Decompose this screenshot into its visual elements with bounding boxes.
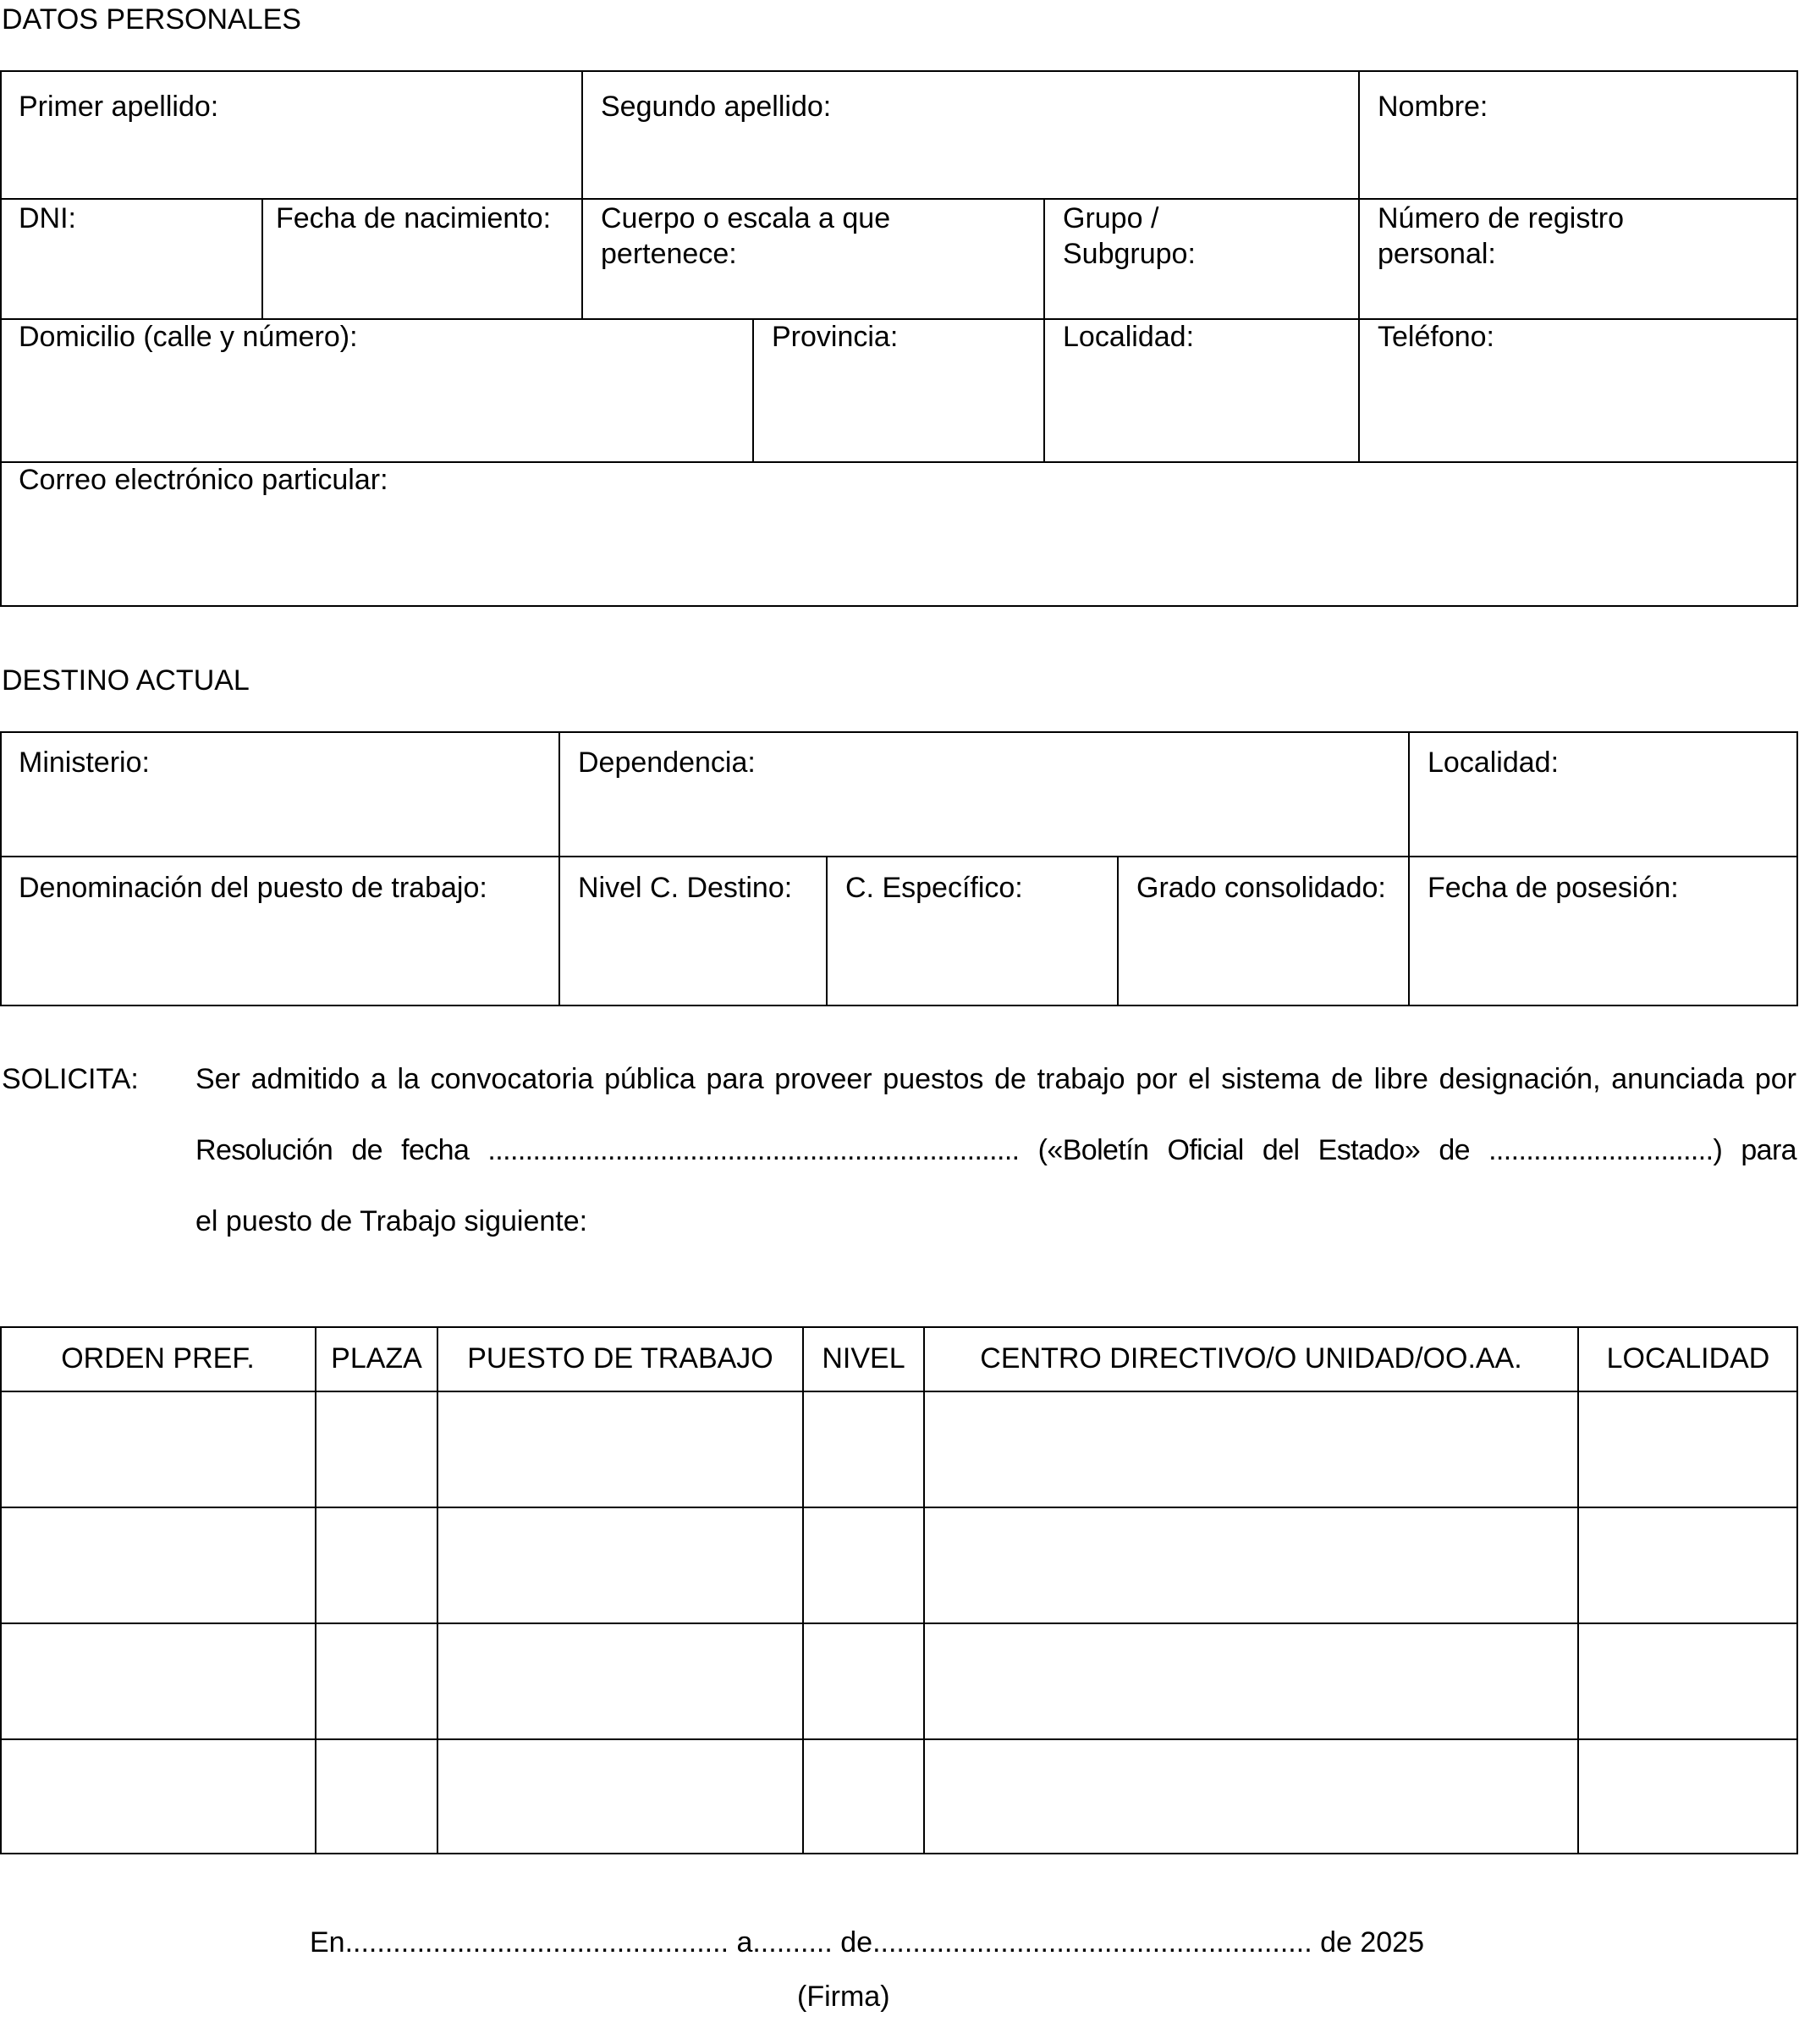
destino-localidad-field[interactable]: Localidad: (1428, 747, 1560, 779)
table-cell-input[interactable] (1580, 1624, 1796, 1738)
table-cell-input[interactable] (439, 1392, 801, 1507)
telefono-field[interactable]: Teléfono: (1378, 321, 1494, 353)
table-cell-input[interactable] (439, 1508, 801, 1623)
grid-line (826, 856, 828, 1006)
solicita-label: SOLICITA: (2, 1063, 139, 1095)
table-cell-input[interactable] (1580, 1740, 1796, 1854)
solicita-line-3: el puesto de Trabajo siguiente: (195, 1205, 588, 1237)
table-cell-input[interactable] (805, 1740, 922, 1854)
numero-registro-field[interactable]: Número de registro personal: (1378, 202, 1625, 270)
grado-field[interactable]: Grado consolidado: (1136, 872, 1386, 904)
table-cell-input[interactable] (317, 1392, 436, 1507)
section-title-destino: DESTINO ACTUAL (2, 664, 250, 697)
puestos-table (0, 1326, 1798, 1854)
grid-line (0, 1623, 1798, 1624)
table-cell-input[interactable] (926, 1624, 1576, 1738)
table-cell-input[interactable] (317, 1508, 436, 1623)
table-header: PLAZA (331, 1342, 422, 1375)
table-header: NIVEL (822, 1342, 905, 1375)
cuerpo-escala-field[interactable]: Cuerpo o escala a que pertenece: (601, 202, 891, 270)
grid-line (315, 1326, 316, 1854)
table-cell-input[interactable] (2, 1740, 314, 1854)
grid-line (261, 198, 263, 319)
grid-line (437, 1326, 438, 1854)
personal-data-grid (0, 70, 1798, 607)
section-title-personal: DATOS PERSONALES (2, 3, 301, 36)
grid-line (802, 1326, 804, 1854)
grupo-subgrupo-field[interactable]: Grupo / Subgrupo: (1063, 202, 1196, 270)
grid-line (581, 70, 583, 319)
table-cell-input[interactable] (926, 1740, 1576, 1854)
table-cell-input[interactable] (926, 1508, 1576, 1623)
grid-line (1043, 198, 1045, 462)
grid-line (1408, 731, 1410, 1006)
localidad-field[interactable]: Localidad: (1063, 321, 1195, 353)
table-header: LOCALIDAD (1606, 1342, 1770, 1375)
grid-line (0, 1507, 1798, 1508)
table-cell-input[interactable] (439, 1740, 801, 1854)
fecha-nacimiento-field[interactable]: Fecha de nacimiento: (276, 202, 552, 234)
table-cell-input[interactable] (1580, 1508, 1796, 1623)
table-cell-input[interactable] (2, 1508, 314, 1623)
table-cell-input[interactable] (1580, 1392, 1796, 1507)
solicita-line-2: Resolución de fecha ....................................................................... («Boletín Oficial del Estado» de ..............................) para (195, 1134, 1796, 1166)
ministerio-field[interactable]: Ministerio: (19, 747, 150, 779)
table-cell-input[interactable] (805, 1392, 922, 1507)
table-cell-input[interactable] (2, 1392, 314, 1507)
provincia-field[interactable]: Provincia: (772, 321, 899, 353)
solicita-line-1: Ser admitido a la convocatoria pública para proveer puestos de trabajo por el sistema de libre designación, anunciada por (195, 1063, 1796, 1095)
table-cell-input[interactable] (805, 1624, 922, 1738)
signature-date-line: En................................................ a.......... de....................................................... de 2025 (310, 1926, 1424, 1959)
primer-apellido-field[interactable]: Primer apellido: (19, 91, 219, 123)
grid-line (0, 1738, 1798, 1740)
fecha-posesion-field[interactable]: Fecha de posesión: (1428, 872, 1679, 904)
table-cell-input[interactable] (2, 1624, 314, 1738)
table-header: PUESTO DE TRABAJO (467, 1342, 773, 1375)
denominacion-field[interactable]: Denominación del puesto de trabajo: (19, 872, 487, 904)
especifico-field[interactable]: C. Específico: (845, 872, 1023, 904)
table-header: ORDEN PREF. (61, 1342, 255, 1375)
grid-line (1577, 1326, 1579, 1854)
table-cell-input[interactable] (805, 1508, 922, 1623)
grid-line (1358, 70, 1360, 462)
grid-line (0, 198, 1798, 200)
firma-label: (Firma) (797, 1981, 890, 2013)
segundo-apellido-field[interactable]: Segundo apellido: (601, 91, 832, 123)
grid-line (1117, 856, 1119, 1006)
grid-line (0, 856, 1798, 857)
domicilio-field[interactable]: Domicilio (calle y número): (19, 321, 358, 353)
dni-field[interactable]: DNI: (19, 202, 76, 234)
table-cell-input[interactable] (317, 1740, 436, 1854)
grid-line (0, 461, 1798, 463)
table-cell-input[interactable] (439, 1624, 801, 1738)
table-header: CENTRO DIRECTIVO/O UNIDAD/OO.AA. (980, 1342, 1522, 1375)
grid-line (923, 1326, 925, 1854)
grid-line (0, 1391, 1798, 1392)
nombre-field[interactable]: Nombre: (1378, 91, 1488, 123)
grid-line (752, 318, 754, 462)
nivel-destino-field[interactable]: Nivel C. Destino: (578, 872, 793, 904)
table-cell-input[interactable] (926, 1392, 1576, 1507)
grid-line (0, 318, 1798, 320)
correo-field[interactable]: Correo electrónico particular: (19, 464, 388, 496)
grid-line (558, 731, 560, 1006)
dependencia-field[interactable]: Dependencia: (578, 747, 756, 779)
destino-grid (0, 731, 1798, 1006)
table-cell-input[interactable] (317, 1624, 436, 1738)
